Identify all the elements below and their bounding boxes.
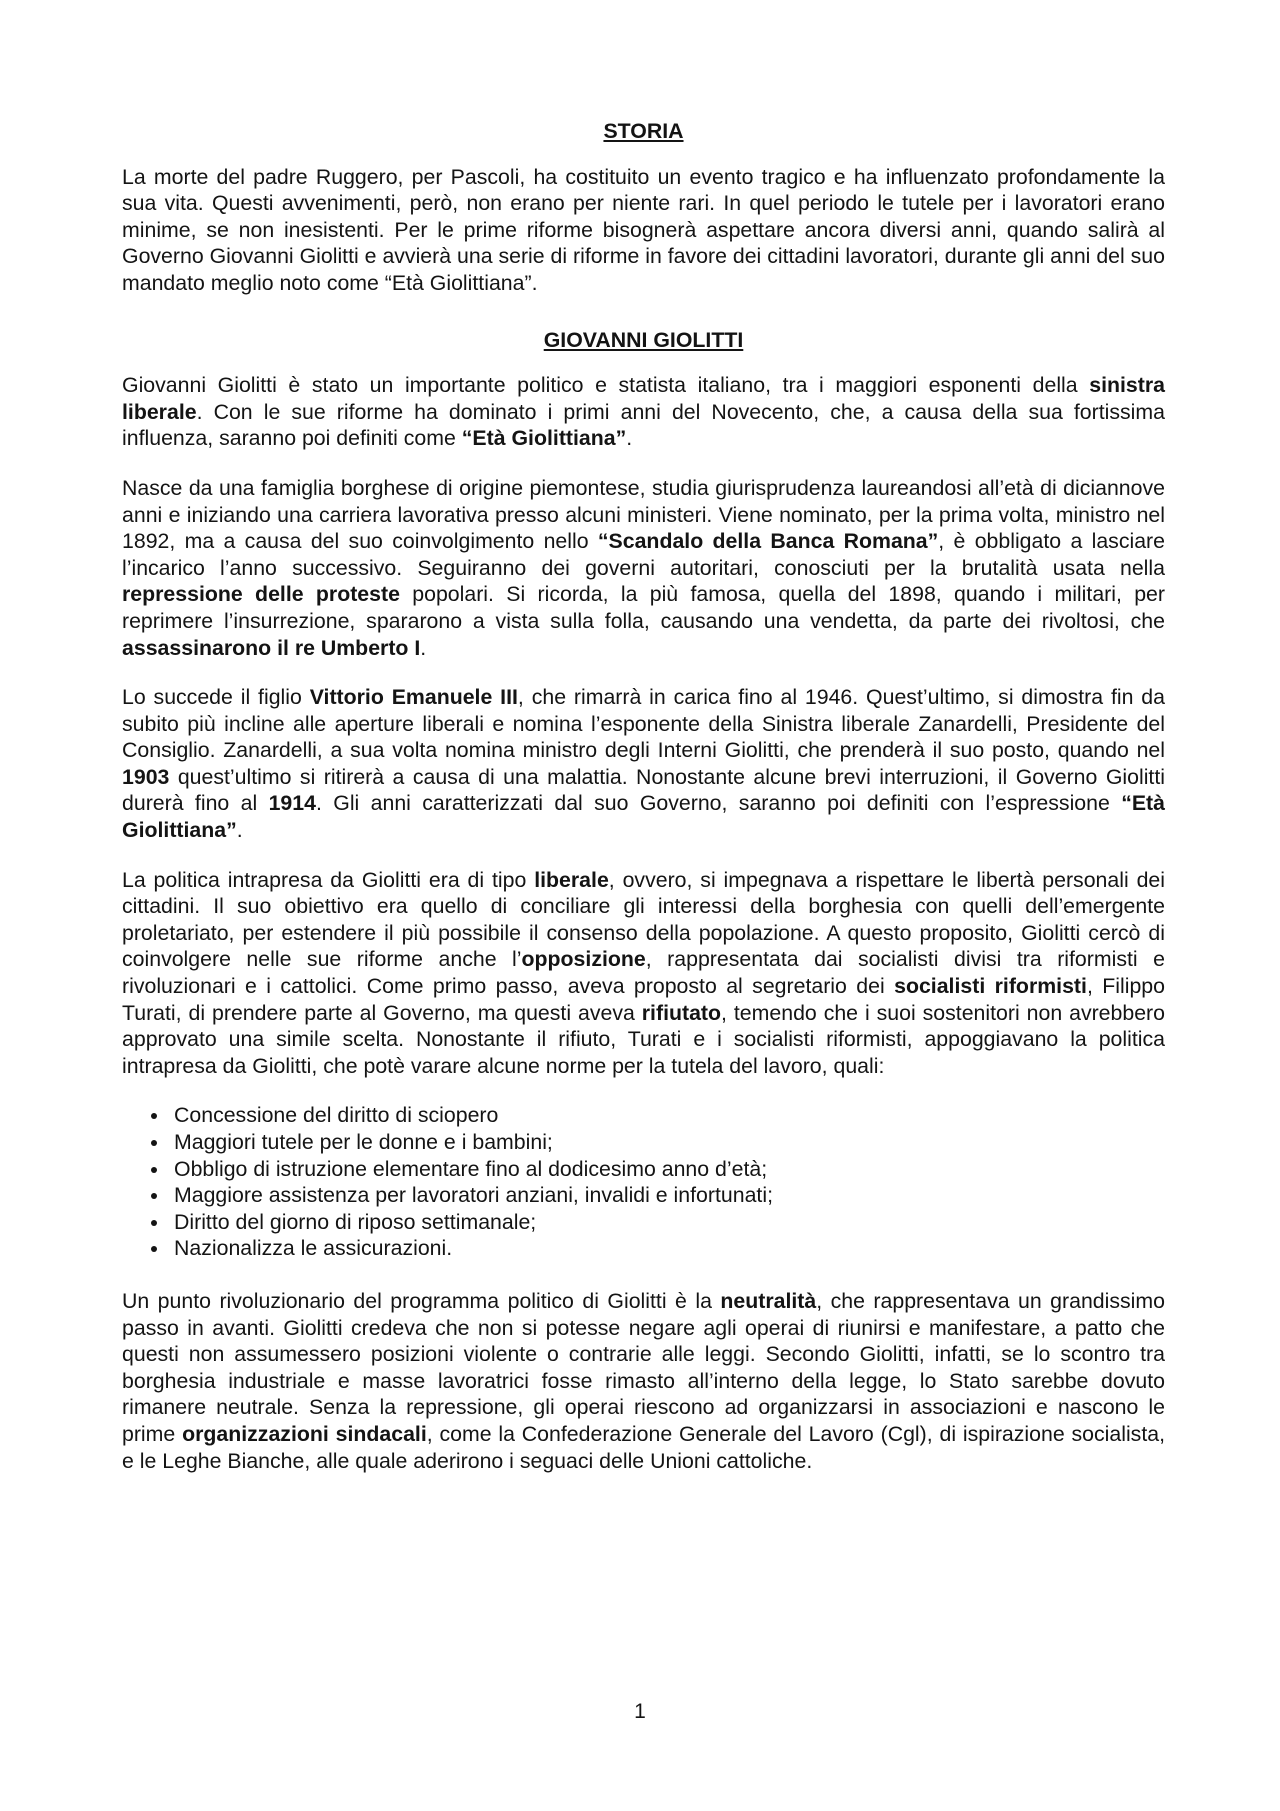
reform-list [122, 1102, 1165, 1262]
list-item: Maggiori tutele per le donne e i bambini; [174, 1129, 1165, 1156]
bold-term: Vittorio Emanuele III [309, 685, 518, 710]
section-title-giolitti: GIOVANNI GIOLITTI [543, 327, 744, 352]
section-title-storia: STORIA [603, 119, 684, 143]
bold-term: “Età Giolittiana” [461, 426, 627, 451]
bold-term: assassinarono il re Umberto I [122, 635, 421, 660]
paragraph-giolitti-origins: Nasce da una famiglia borghese di origine piemontese, studia giurisprudenza laureandosi all’età di diciannove anni e iniziando una carriera lavorativa presso alcuni ministeri. Viene nominato, per la prima volta, ministro nel 1892, ma a causa del suo coinvolgimento nello “Scandalo della Banca Romana”, è obbligato a lasciare l’incarico l’anno successivo. Seguiranno dei governi autoritari, conosciuti per la brutalità usata nella repressione delle proteste popolari. Si ricorda, la più famosa, quella del 1898, quando i militari, per reprimere l’insurrezione, spararono a vista sulla folla, causando una vendetta, da parte dei rivoltosi, che assassinarono il re Umberto I. [122, 475, 1165, 660]
list-item: Concessione del diritto di sciopero [174, 1102, 1165, 1129]
paragraph-storia: La morte del padre Ruggero, per Pascoli, ha costituito un evento tragico e ha influenzato profondamente la sua vita. Questi avvenimenti, però, non erano per niente rari. In quel periodo le tutele per i lavoratori erano minime, se non inesistenti. Per le prime riforme bisognerà aspettare ancora diversi anni, quando salirà al Governo Giovanni Giolitti e avvierà una serie di riforme in favore dei cittadini lavoratori, durante gli anni del suo mandato meglio noto come “Età Giolittiana”. [122, 164, 1165, 295]
paragraph-giolitti-succession: Lo succede il figlio Vittorio Emanuele III, che rimarrà in carica fino al 1946. Quest’ultimo, si dimostra fin da subito più incline alle aperture liberali e nomina l’esponente della Sinistra liberale Zanardelli, Presidente del Consiglio. Zanardelli, a sua volta nomina ministro degli Interni Giolitti, che prenderà il suo posto, quando nel 1903 quest’ultimo si ritirerà a causa di una malattia. Nonostante alcune brevi interruzioni, il Governo Giolitti durerà fino al 1914. Gli anni caratterizzati dal suo Governo, saranno poi definiti con l’espressione “Età Giolittiana”. [122, 685, 1165, 843]
paragraph-giolitti-intro: Giovanni Giolitti è stato un importante politico e statista italiano, tra i maggiori esponenti della sinistra liberale. Con le sue riforme ha dominato i primi anni del Novecento, che, a causa della sua fortissima influenza, saranno poi definiti come “Età Giolittiana”. [122, 373, 1165, 451]
bold-term: organizzazioni sindacali [182, 1421, 427, 1446]
bold-term: 1914 [268, 791, 316, 816]
list-item: Maggiore assistenza per lavoratori anziani, invalidi e infortunati; [174, 1182, 1165, 1209]
bold-term: sinistra liberale [122, 373, 1165, 424]
list-item: Obbligo di istruzione elementare fino al dodicesimo anno d’età; [174, 1156, 1165, 1183]
bold-term: opposizione [521, 947, 646, 972]
document-page [122, 118, 1165, 1497]
paragraph-giolitti-neutrality: Un punto rivoluzionario del programma politico di Giolitti è la neutralità, che rappresentava un grandissimo passo in avanti. Giolitti credeva che non si potesse negare agli operai di riunirsi e manifestare, a patto che questi non assumessero posizioni violente o contrarie alle leggi. Secondo Giolitti, infatti, se lo scontro tra borghesia industriale e masse lavoratrici fosse rimasto all’interno della legge, lo Stato sarebbe dovuto rimanere neutrale. Senza la repressione, gli operai riescono ad organizzarsi in associazioni e nascono le prime organizzazioni sindacali, come la Confederazione Generale del Lavoro (Cgl), di ispirazione socialista, e le Leghe Bianche, alle quale aderirono i seguaci delle Unioni cattoliche. [122, 1288, 1166, 1473]
bold-term: repressione delle proteste [122, 582, 400, 607]
bold-term: socialisti riformisti [894, 974, 1087, 999]
list-item: Diritto del giorno di riposo settimanale; [174, 1209, 1165, 1236]
page-number: 1 [634, 1700, 646, 1723]
bold-term: neutralità [720, 1288, 817, 1313]
bold-term: “Età Giolittiana” [122, 791, 1165, 843]
list-item: Nazionalizza le assicurazioni. [174, 1235, 1165, 1262]
bold-term: “Scandalo della Banca Romana” [597, 529, 939, 554]
paragraph-giolitti-politics: La politica intrapresa da Giolitti era di tipo liberale, ovvero, si impegnava a rispettare le libertà personali dei cittadini. Il suo obiettivo era quello di conciliare gli interessi della borghesia con quelli dell’emergente proletariato, per estendere il più possibile il consenso della popolazione. A questo proposito, Giolitti cercò di coinvolgere nelle sue riforme anche l’opposizione, rappresentata dai socialisti divisi tra riformisti e rivoluzionari e i cattolici. Come primo passo, aveva proposto al segretario dei socialisti riformisti, Filippo Turati, di prendere parte al Governo, ma questi aveva rifiutato, temendo che i suoi sostenitori non avrebbero approvato una simile scelta. Nonostante il rifiuto, Turati e i socialisti riformisti, appoggiavano la politica intrapresa da Giolitti, che potè varare alcune norme per la tutela del lavoro, quali: [122, 867, 1165, 1078]
bold-term: liberale [534, 867, 609, 892]
bold-term: 1903 [122, 764, 170, 789]
bold-term: rifiutato [641, 1000, 722, 1025]
